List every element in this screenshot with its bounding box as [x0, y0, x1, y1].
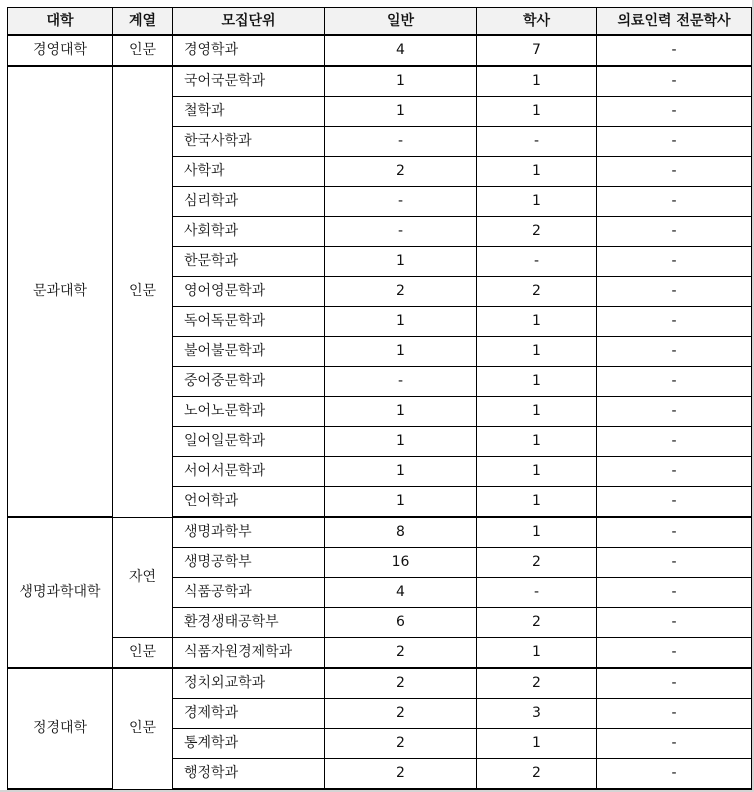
- medical-cell: -: [597, 127, 752, 157]
- general-cell: -: [325, 127, 477, 157]
- general-cell: 1: [325, 397, 477, 427]
- admission-table: [7, 7, 752, 790]
- table-row: [8, 66, 752, 97]
- table-row: [8, 638, 752, 669]
- general-cell: 16: [325, 548, 477, 578]
- header-medical: 의료인력 전문학사: [597, 8, 752, 36]
- header-general: 일반: [325, 8, 477, 36]
- unit-cell: 일어일문학과: [173, 427, 325, 457]
- bachelor-cell: 2: [477, 217, 597, 247]
- general-cell: 2: [325, 729, 477, 759]
- medical-cell: -: [597, 699, 752, 729]
- general-cell: 1: [325, 247, 477, 277]
- unit-cell: 독어독문학과: [173, 307, 325, 337]
- bachelor-cell: 1: [477, 487, 597, 518]
- general-cell: 2: [325, 277, 477, 307]
- bachelor-cell: 1: [477, 427, 597, 457]
- medical-cell: -: [597, 427, 752, 457]
- bachelor-cell: 1: [477, 367, 597, 397]
- college-cell: 문과대학: [8, 66, 113, 517]
- bachelor-cell: -: [477, 127, 597, 157]
- general-cell: 2: [325, 759, 477, 790]
- general-cell: 2: [325, 157, 477, 187]
- bachelor-cell: 1: [477, 337, 597, 367]
- unit-cell: 경제학과: [173, 699, 325, 729]
- medical-cell: -: [597, 578, 752, 608]
- medical-cell: -: [597, 487, 752, 518]
- medical-cell: -: [597, 247, 752, 277]
- unit-cell: 불어불문학과: [173, 337, 325, 367]
- bachelor-cell: 7: [477, 35, 597, 66]
- table-body: [8, 35, 752, 789]
- general-cell: 4: [325, 35, 477, 66]
- medical-cell: -: [597, 397, 752, 427]
- unit-cell: 사회학과: [173, 217, 325, 247]
- header-row: [8, 8, 752, 36]
- header-college: 대학: [8, 8, 113, 36]
- unit-cell: 생명공학부: [173, 548, 325, 578]
- unit-cell: 경영학과: [173, 35, 325, 66]
- general-cell: 2: [325, 638, 477, 669]
- bachelor-cell: 2: [477, 608, 597, 638]
- bachelor-cell: 1: [477, 66, 597, 97]
- track-cell: 인문: [113, 35, 173, 66]
- header-unit: 모집단위: [173, 8, 325, 36]
- track-cell: 자연: [113, 517, 173, 638]
- general-cell: -: [325, 367, 477, 397]
- medical-cell: -: [597, 66, 752, 97]
- general-cell: 1: [325, 457, 477, 487]
- bachelor-cell: 1: [477, 638, 597, 669]
- unit-cell: 언어학과: [173, 487, 325, 518]
- unit-cell: 한문학과: [173, 247, 325, 277]
- medical-cell: -: [597, 307, 752, 337]
- unit-cell: 한국사학과: [173, 127, 325, 157]
- unit-cell: 행정학과: [173, 759, 325, 790]
- bachelor-cell: 1: [477, 187, 597, 217]
- bachelor-cell: 1: [477, 729, 597, 759]
- unit-cell: 심리학과: [173, 187, 325, 217]
- track-cell: 인문: [113, 668, 173, 789]
- medical-cell: -: [597, 608, 752, 638]
- medical-cell: -: [597, 638, 752, 669]
- bachelor-cell: 1: [477, 517, 597, 548]
- unit-cell: 철학과: [173, 97, 325, 127]
- medical-cell: -: [597, 157, 752, 187]
- unit-cell: 통계학과: [173, 729, 325, 759]
- unit-cell: 중어중문학과: [173, 367, 325, 397]
- unit-cell: 식품공학과: [173, 578, 325, 608]
- medical-cell: -: [597, 668, 752, 699]
- unit-cell: 식품자원경제학과: [173, 638, 325, 669]
- bachelor-cell: 1: [477, 457, 597, 487]
- general-cell: 1: [325, 337, 477, 367]
- general-cell: 1: [325, 427, 477, 457]
- unit-cell: 영어영문학과: [173, 277, 325, 307]
- unit-cell: 환경생태공학부: [173, 608, 325, 638]
- medical-cell: -: [597, 337, 752, 367]
- medical-cell: -: [597, 548, 752, 578]
- bachelor-cell: 2: [477, 277, 597, 307]
- unit-cell: 사학과: [173, 157, 325, 187]
- general-cell: 2: [325, 699, 477, 729]
- general-cell: 1: [325, 487, 477, 518]
- header-bachelor: 학사: [477, 8, 597, 36]
- medical-cell: -: [597, 217, 752, 247]
- table-row: [8, 517, 752, 548]
- medical-cell: -: [597, 35, 752, 66]
- general-cell: 1: [325, 97, 477, 127]
- table-row: [8, 35, 752, 66]
- bachelor-cell: 2: [477, 548, 597, 578]
- bachelor-cell: -: [477, 247, 597, 277]
- general-cell: 6: [325, 608, 477, 638]
- college-cell: 생명과학대학: [8, 517, 113, 668]
- medical-cell: -: [597, 277, 752, 307]
- general-cell: 1: [325, 307, 477, 337]
- bachelor-cell: 2: [477, 668, 597, 699]
- unit-cell: 생명과학부: [173, 517, 325, 548]
- bachelor-cell: 1: [477, 307, 597, 337]
- medical-cell: -: [597, 367, 752, 397]
- bachelor-cell: 3: [477, 699, 597, 729]
- track-cell: 인문: [113, 638, 173, 669]
- medical-cell: -: [597, 187, 752, 217]
- medical-cell: -: [597, 759, 752, 790]
- general-cell: 2: [325, 668, 477, 699]
- table-row: [8, 668, 752, 699]
- general-cell: -: [325, 187, 477, 217]
- bachelor-cell: 1: [477, 157, 597, 187]
- bachelor-cell: 2: [477, 759, 597, 790]
- track-cell: 인문: [113, 66, 173, 517]
- college-cell: 경영대학: [8, 35, 113, 66]
- bachelor-cell: -: [477, 578, 597, 608]
- header-track: 계열: [113, 8, 173, 36]
- unit-cell: 정치외교학과: [173, 668, 325, 699]
- bachelor-cell: 1: [477, 397, 597, 427]
- general-cell: 4: [325, 578, 477, 608]
- general-cell: 1: [325, 66, 477, 97]
- bachelor-cell: 1: [477, 97, 597, 127]
- college-cell: 정경대학: [8, 668, 113, 789]
- general-cell: -: [325, 217, 477, 247]
- unit-cell: 노어노문학과: [173, 397, 325, 427]
- unit-cell: 국어국문학과: [173, 66, 325, 97]
- general-cell: 8: [325, 517, 477, 548]
- medical-cell: -: [597, 457, 752, 487]
- medical-cell: -: [597, 729, 752, 759]
- medical-cell: -: [597, 97, 752, 127]
- unit-cell: 서어서문학과: [173, 457, 325, 487]
- medical-cell: -: [597, 517, 752, 548]
